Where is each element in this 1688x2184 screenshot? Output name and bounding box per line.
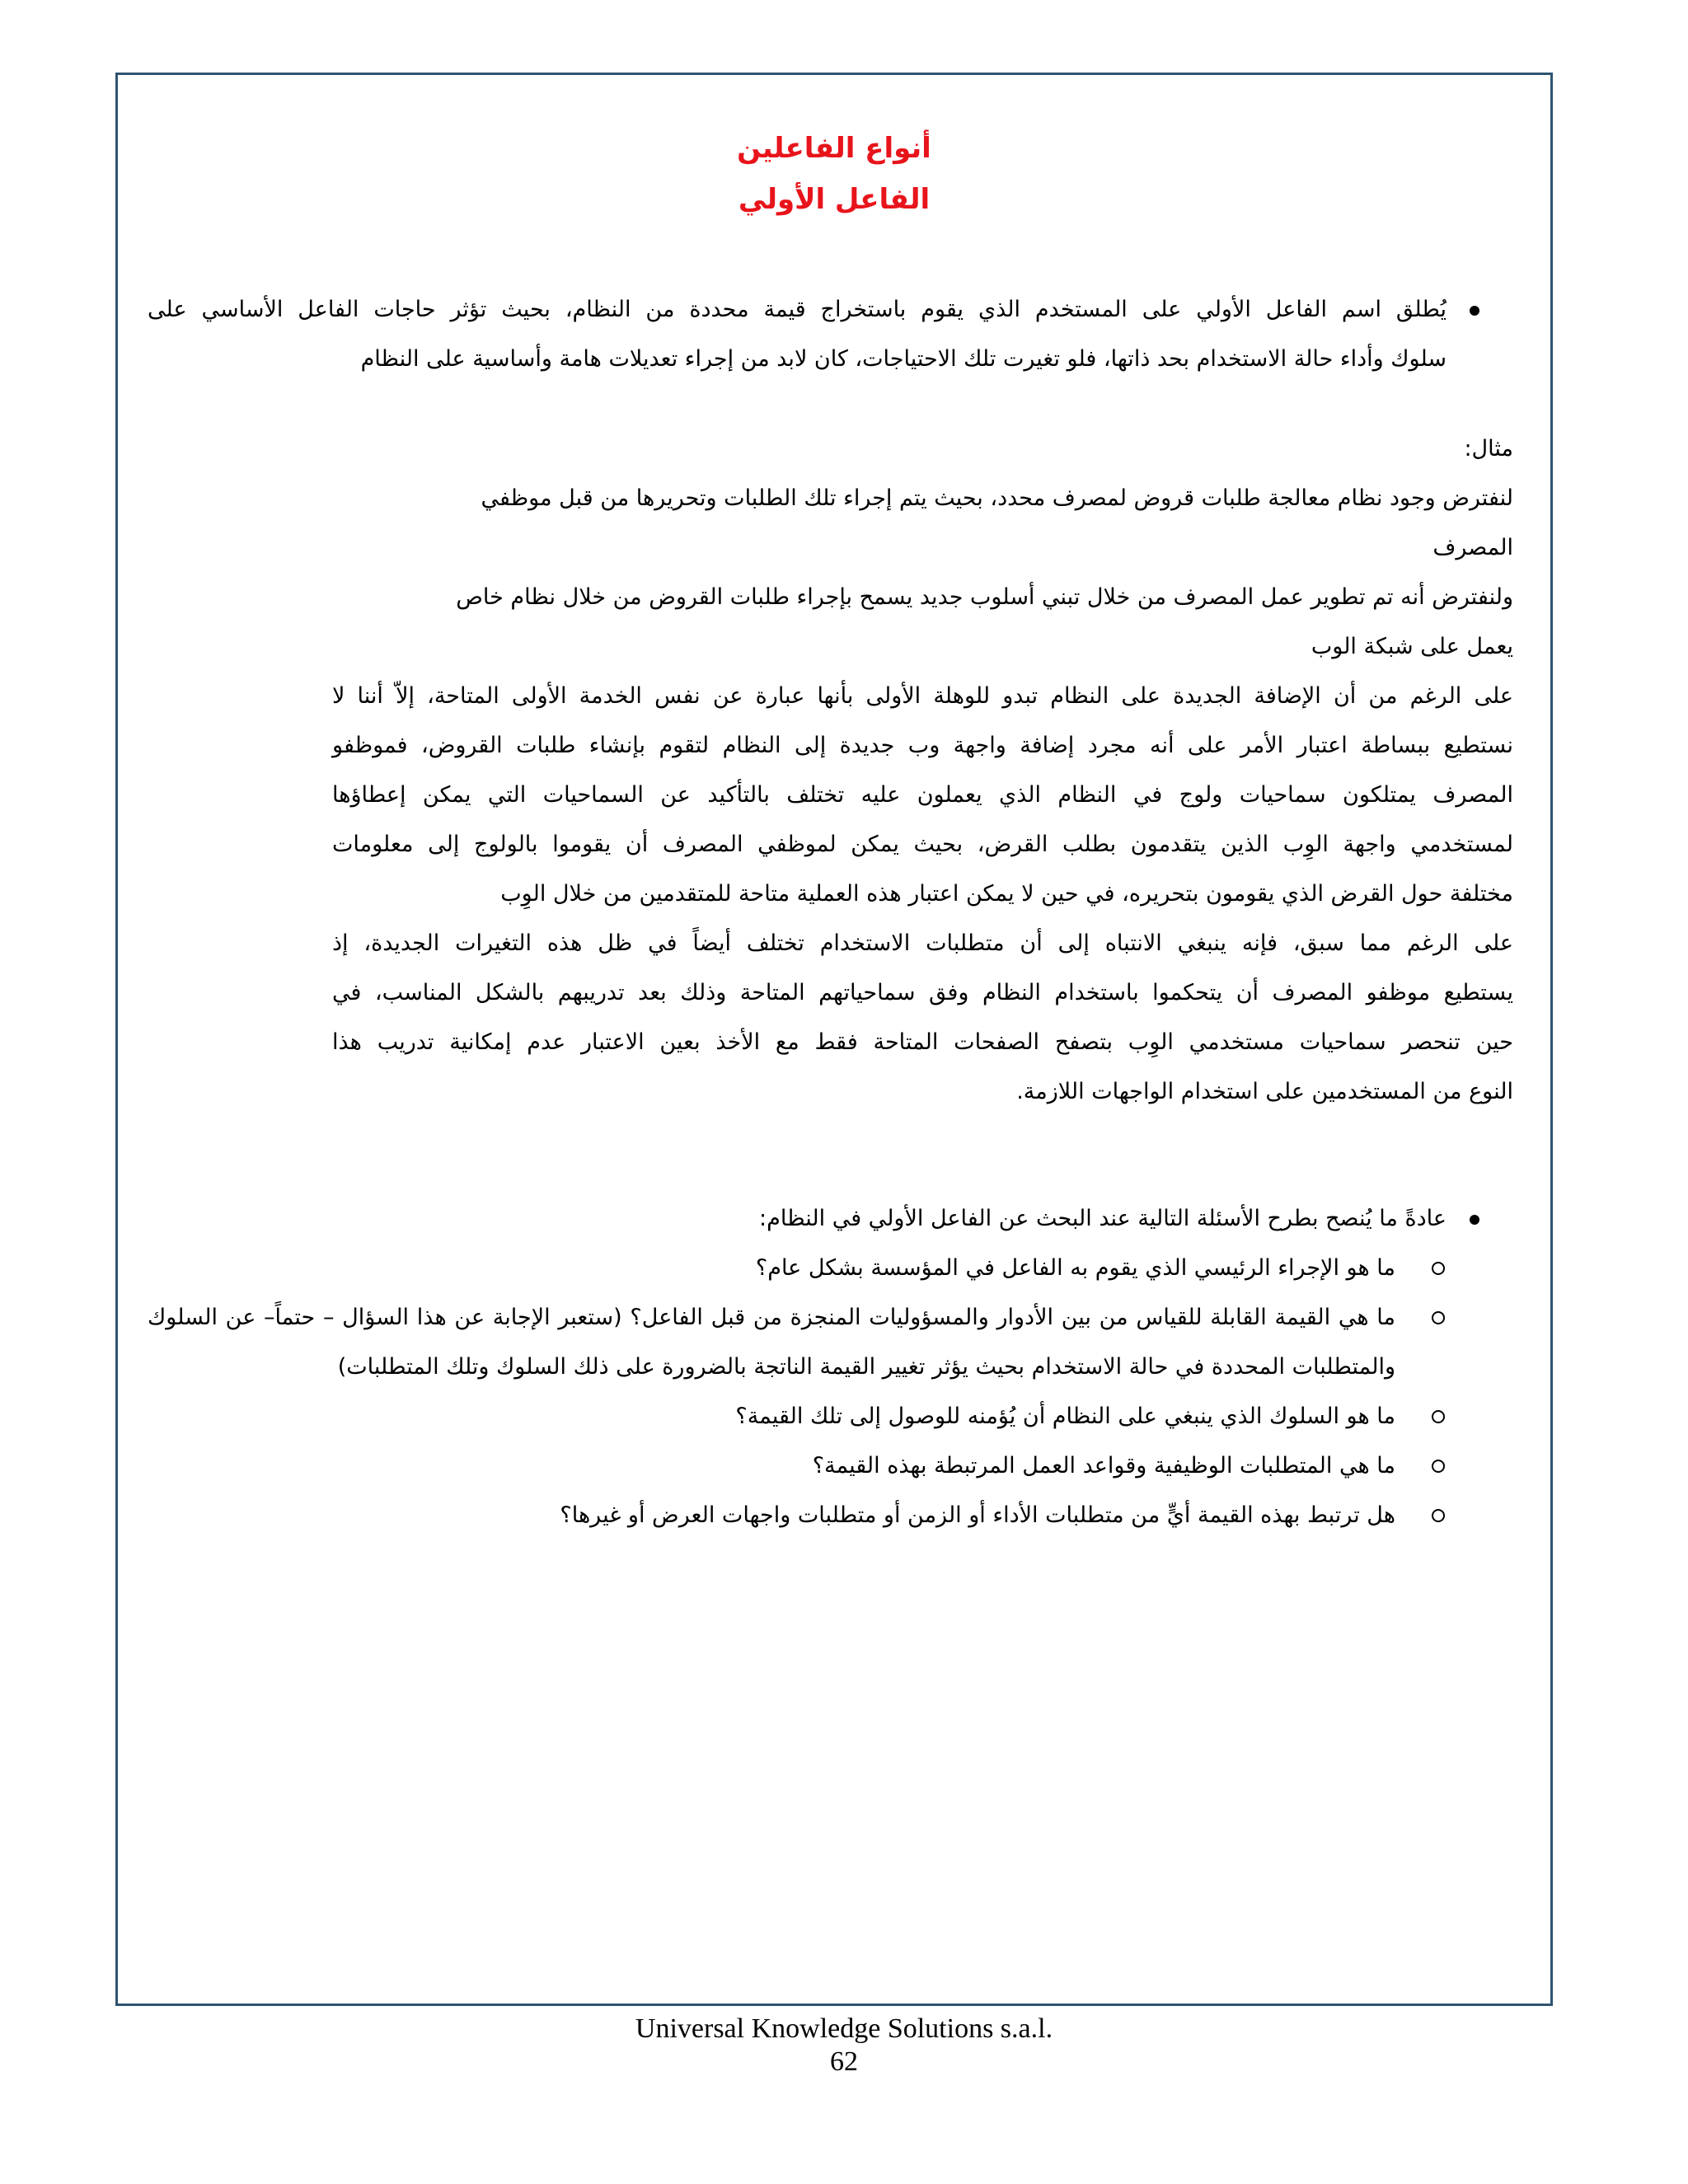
- example-line: على الرغم مما سبق، فإنه ينبغي الانتباه إلى أن متطلبات الاستخدام تختلف أيضاً في ظل هذه التغيرات الجديدة، إذ: [332, 930, 1513, 956]
- list-item: [148, 1441, 1486, 1491]
- page-frame: [115, 73, 1553, 2006]
- example-line: ولنفترض أنه تم تطوير عمل المصرف من خلال تبني أسلوب جديد يسمح بإجراء طلبات القروض من خلال نظام خاص: [456, 584, 1513, 610]
- circle-bullet-icon: [1432, 1262, 1445, 1275]
- circle-bullet-icon: [1432, 1460, 1445, 1473]
- page-footer: [0, 2013, 1688, 2079]
- example-line: حين تنحصر سماحيات مستخدمي الوِب بتصفح الصفحات المتاحة فقط مع الأخذ بعين الاعتبار عدم إمكانية تدريب هذا: [332, 1029, 1513, 1055]
- questions-list: [148, 1244, 1486, 1540]
- question-text: ما هو السلوك الذي ينبغي على النظام أن يُؤمنه للوصول إلى تلك القيمة؟: [735, 1404, 1395, 1429]
- example-line: المصرف: [1432, 535, 1513, 560]
- bullet-icon: [1470, 1215, 1479, 1225]
- questions-intro-text: عادةً ما يُنصح بطرح الأسئلة التالية عند البحث عن الفاعل الأولي في النظام:: [759, 1206, 1447, 1231]
- list-item: [148, 1293, 1486, 1392]
- list-item: [148, 1491, 1486, 1540]
- example-line: النوع من المستخدمين على استخدام الواجهات اللازمة.: [1016, 1079, 1513, 1104]
- list-item: [148, 1392, 1486, 1441]
- intro-paragraph: [148, 285, 1486, 384]
- example-section: [332, 424, 1513, 1117]
- circle-bullet-icon: [1432, 1509, 1445, 1522]
- intro-line: يُطلق اسم الفاعل الأولي على المستخدم الذي يقوم باستخراج قيمة محددة من النظام، بحيث تؤثر حاجات الفاعل الأساسي على: [148, 297, 1447, 322]
- intro-line: سلوك وأداء حالة الاستخدام بحد ذاتها، فلو تغيرت تلك الاحتياجات، كان لابد من إجراء تعديلات هامة وأساسية على النظام: [360, 346, 1447, 372]
- page-number: 62: [830, 2046, 858, 2077]
- example-line: نستطيع ببساطة اعتبار الأمر على أنه مجرد إضافة واجهة وب جديدة إلى النظام لتقوم بإنشاء طلبات القروض، فموظفو: [332, 733, 1513, 758]
- questions-section: [148, 1194, 1486, 1540]
- page-title: أنواع الفاعلين: [737, 132, 931, 165]
- circle-bullet-icon: [1432, 1410, 1445, 1423]
- section-subtitle: الفاعل الأولي: [738, 183, 931, 216]
- bullet-item: [148, 285, 1486, 384]
- question-text: هل ترتبط بهذه القيمة أيٍّ من متطلبات الأداء أو الزمن أو متطلبات واجهات العرض أو غيرها؟: [560, 1502, 1395, 1528]
- example-label: مثال:: [1464, 436, 1513, 462]
- footer-company: Universal Knowledge Solutions s.a.l.: [635, 2013, 1053, 2044]
- title-block: [118, 123, 1550, 225]
- example-line: لنفترض وجود نظام معالجة طلبات قروض لمصرف محدد، بحيث يتم إجراء تلك الطلبات وتحريرها من قبل موظفي: [481, 485, 1513, 511]
- bullet-icon: [1470, 306, 1479, 316]
- questions-intro: [148, 1194, 1486, 1244]
- example-line: على الرغم من أن الإضافة الجديدة على النظام تبدو للوهلة الأولى بأنها عبارة عن نفس الخدمة الأولى المتاحة، إلاّ أننا لا: [332, 683, 1513, 709]
- example-line: مختلفة حول القرض الذي يقومون بتحريره، في حين لا يمكن اعتبار هذه العملية متاحة للمتقدمين من خلال الوِب: [500, 881, 1513, 907]
- example-line: يعمل على شبكة الوب: [1311, 634, 1513, 659]
- question-text: ما هي المتطلبات الوظيفية وقواعد العمل المرتبطة بهذه القيمة؟: [812, 1453, 1395, 1479]
- list-item: [148, 1244, 1486, 1293]
- question-text: ما هو الإجراء الرئيسي الذي يقوم به الفاعل في المؤسسة بشكل عام؟: [755, 1255, 1395, 1281]
- example-line: المصرف يمتلكون سماحيات ولوج في النظام الذي يعملون عليه تختلف بالتأكيد عن السماحيات التي يمكن إعطاؤها: [332, 782, 1513, 808]
- question-text: ما هي القيمة القابلة للقياس من بين الأدوار والمسؤوليات المنجزة من قبل الفاعل؟ (ستعبر الإجابة عن هذا السؤال – حتماً– عن السلوك والمتطلبات المحددة في حالة الاستخدام بحيث يؤثر تغيير القيمة الناتجة بالضرورة على ذلك السلوك وتلك المتطلبات): [148, 1305, 1395, 1380]
- circle-bullet-icon: [1432, 1311, 1445, 1324]
- example-line: لمستخدمي واجهة الوِب الذين يتقدمون بطلب القرض، بحيث يمكن لموظفي المصرف أن يقوموا بالولوج إلى معلومات: [332, 832, 1513, 857]
- example-line: يستطيع موظفو المصرف أن يتحكموا باستخدام النظام وفق سماحياتهم المتاحة وذلك بعد تدريبهم بالشكل المناسب، في: [332, 980, 1513, 1005]
